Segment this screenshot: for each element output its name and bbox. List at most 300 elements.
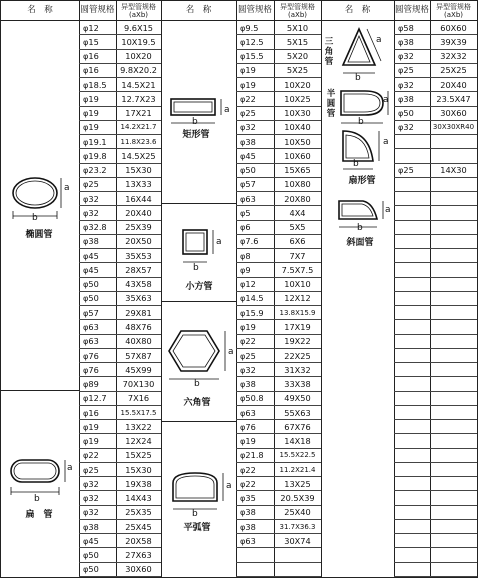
special-spec-value: 22X25 xyxy=(284,350,311,361)
special-spec-value: 6X6 xyxy=(289,236,306,247)
round-spec-cell xyxy=(79,64,116,78)
round-spec-cell xyxy=(394,135,430,149)
header-special-2-line1: 异型管规格 xyxy=(280,2,315,11)
round-spec-value: φ45 xyxy=(83,264,99,275)
round-spec-value: φ15.9 xyxy=(240,307,264,318)
special-spec-cell xyxy=(274,206,321,220)
special-spec-value: 10X30 xyxy=(284,108,311,119)
special-spec-value: 15X30 xyxy=(125,464,152,475)
round-spec-cell xyxy=(394,249,430,263)
special-spec-cell xyxy=(274,563,321,577)
special-spec-cell xyxy=(116,420,161,434)
round-spec-cell xyxy=(79,149,116,163)
special-spec-value: 11.8X23.6 xyxy=(120,137,157,146)
special-spec-value: 13X33 xyxy=(125,179,152,190)
special-spec-value: 33X38 xyxy=(284,379,311,390)
special-spec-cell xyxy=(116,92,161,106)
special-spec-cell xyxy=(116,221,161,235)
special-spec-value: 30X30XR40 xyxy=(432,123,475,132)
round-spec-cell xyxy=(394,349,430,363)
special-spec-cell xyxy=(274,192,321,206)
round-spec-cell xyxy=(236,449,274,463)
special-spec-cell xyxy=(274,463,321,477)
round-spec-cell xyxy=(79,263,116,277)
round-spec-cell xyxy=(79,534,116,548)
special-spec-value: 39X39 xyxy=(440,36,467,47)
special-spec-cell xyxy=(430,149,477,163)
round-spec-value: φ32 xyxy=(83,478,99,489)
round-spec-cell xyxy=(394,306,430,320)
special-spec-cell xyxy=(430,206,477,220)
round-spec-cell xyxy=(79,320,116,334)
special-spec-value: 10X10 xyxy=(284,279,311,290)
round-spec-value: φ8 xyxy=(240,250,251,261)
special-spec-cell xyxy=(116,349,161,363)
special-spec-cell xyxy=(116,477,161,491)
round-spec-cell xyxy=(79,78,116,92)
round-spec-cell xyxy=(394,520,430,534)
special-spec-cell xyxy=(430,377,477,391)
round-spec-value: φ32 xyxy=(83,193,99,204)
round-spec-cell xyxy=(236,506,274,520)
special-spec-value: 10X60 xyxy=(284,150,311,161)
round-spec-cell xyxy=(79,235,116,249)
round-spec-cell xyxy=(236,206,274,220)
special-spec-cell xyxy=(116,506,161,520)
round-spec-value: φ38 xyxy=(83,236,99,247)
round-spec-cell xyxy=(79,107,116,121)
round-spec-value: φ25 xyxy=(240,350,256,361)
round-spec-value: φ63 xyxy=(83,322,99,332)
round-spec-value: φ15.5 xyxy=(240,51,264,62)
round-spec-value: φ76 xyxy=(83,364,99,375)
special-spec-value: 14X18 xyxy=(284,436,311,447)
special-spec-cell xyxy=(116,135,161,149)
round-spec-value: φ57 xyxy=(240,179,256,190)
round-spec-cell xyxy=(394,506,430,520)
special-spec-value: 14.5X25 xyxy=(121,150,156,161)
special-spec-value: 7X7 xyxy=(289,250,306,261)
round-spec-value: φ19 xyxy=(240,79,256,90)
round-spec-cell xyxy=(79,406,116,420)
special-spec-value: 7.5X7.5 xyxy=(281,264,314,275)
special-spec-value: 17X19 xyxy=(284,322,311,332)
special-spec-value: 27X63 xyxy=(125,550,152,561)
special-spec-value: 7X16 xyxy=(127,393,150,404)
round-spec-cell xyxy=(236,149,274,163)
half-round-tube-diagram xyxy=(337,85,393,129)
round-spec-value: φ32 xyxy=(398,79,414,90)
special-spec-value: 10X25 xyxy=(284,93,311,104)
header-special-1-line2: (aXb) xyxy=(129,10,148,19)
round-spec-cell xyxy=(394,420,430,434)
special-spec-cell xyxy=(430,420,477,434)
round-spec-value: φ45 xyxy=(83,250,99,261)
round-spec-cell xyxy=(79,434,116,448)
round-spec-cell xyxy=(394,292,430,306)
round-spec-value: φ18.5 xyxy=(83,79,107,90)
special-spec-value: 12X12 xyxy=(284,293,311,304)
special-spec-cell xyxy=(274,548,321,562)
round-spec-cell xyxy=(394,164,430,178)
round-spec-cell xyxy=(79,477,116,491)
special-spec-cell xyxy=(430,192,477,206)
round-spec-cell xyxy=(236,434,274,448)
round-spec-cell xyxy=(79,35,116,49)
half-round-tube-label: 半圆管 xyxy=(326,89,336,119)
special-spec-value: 5X15 xyxy=(286,36,309,47)
round-spec-cell xyxy=(394,92,430,106)
special-spec-value: 60X60 xyxy=(440,22,467,33)
round-spec-cell xyxy=(236,249,274,263)
special-spec-cell xyxy=(116,149,161,163)
special-spec-cell xyxy=(116,263,161,277)
round-spec-value: φ57 xyxy=(83,307,99,318)
round-spec-value: φ22 xyxy=(240,93,256,104)
round-spec-value: φ25 xyxy=(398,65,414,76)
special-spec-value: 30X60 xyxy=(125,564,152,575)
special-spec-cell xyxy=(274,92,321,106)
round-spec-cell xyxy=(79,377,116,391)
special-spec-value: 25X40 xyxy=(284,507,311,518)
special-spec-value: 16X44 xyxy=(125,193,152,204)
header-name-2: 名 称 xyxy=(161,1,236,21)
round-spec-cell xyxy=(236,121,274,135)
special-spec-cell xyxy=(274,50,321,64)
round-spec-cell xyxy=(79,463,116,477)
round-spec-value: φ63 xyxy=(240,407,256,418)
special-spec-cell xyxy=(430,506,477,520)
round-spec-value: φ22 xyxy=(240,336,256,347)
special-spec-cell xyxy=(430,463,477,477)
round-spec-value: φ38 xyxy=(83,521,99,532)
round-spec-value: φ21.8 xyxy=(240,450,264,461)
special-spec-value: 13.8X15.9 xyxy=(279,308,316,317)
special-spec-cell xyxy=(430,363,477,377)
round-spec-cell xyxy=(79,520,116,534)
special-spec-value: 35X63 xyxy=(125,293,152,304)
special-spec-value: 14X43 xyxy=(125,493,152,504)
triangle-tube-label: 三角管 xyxy=(324,37,334,67)
special-spec-cell xyxy=(430,263,477,277)
header-special-2 xyxy=(274,1,321,21)
round-spec-cell xyxy=(394,121,430,135)
round-spec-cell xyxy=(236,520,274,534)
round-spec-cell xyxy=(236,135,274,149)
special-spec-cell xyxy=(116,563,161,577)
round-spec-cell xyxy=(236,278,274,292)
round-spec-value: φ45 xyxy=(240,150,256,161)
header-special-1 xyxy=(116,1,161,21)
special-spec-cell xyxy=(274,249,321,263)
special-spec-cell xyxy=(274,235,321,249)
special-spec-value: 9.8X20.2 xyxy=(120,65,157,76)
round-spec-value: φ16 xyxy=(83,65,99,76)
special-spec-value: 20X40 xyxy=(125,207,152,218)
special-spec-cell xyxy=(116,491,161,505)
special-spec-cell xyxy=(116,35,161,49)
round-spec-cell xyxy=(79,335,116,349)
special-spec-value: 20X58 xyxy=(125,535,152,546)
special-spec-cell xyxy=(116,192,161,206)
special-spec-cell xyxy=(274,221,321,235)
special-spec-cell xyxy=(430,135,477,149)
special-spec-value: 30X60 xyxy=(440,108,467,119)
round-spec-cell xyxy=(236,477,274,491)
round-spec-value: φ32 xyxy=(240,122,256,133)
special-spec-value: 5X10 xyxy=(286,22,309,33)
round-spec-cell xyxy=(236,35,274,49)
round-spec-value: φ63 xyxy=(83,336,99,347)
hexagon-tube-label: 六角管 xyxy=(183,398,211,408)
special-spec-cell xyxy=(274,149,321,163)
special-spec-value: 5X25 xyxy=(286,65,309,76)
round-spec-value: φ19 xyxy=(83,122,99,133)
rect-dim-b: b xyxy=(192,117,198,127)
round-spec-value: φ12 xyxy=(83,22,99,33)
round-spec-cell xyxy=(236,349,274,363)
half-round-dim-a: a xyxy=(383,95,389,105)
special-spec-value: 14.5X21 xyxy=(121,79,156,90)
round-spec-value: φ19.8 xyxy=(83,150,107,161)
round-spec-cell xyxy=(394,434,430,448)
special-spec-cell xyxy=(274,449,321,463)
round-spec-cell xyxy=(236,192,274,206)
special-spec-cell xyxy=(116,406,161,420)
special-spec-value: 15.5X22.5 xyxy=(279,451,316,460)
sector-tube-label: 扇形管 xyxy=(348,176,376,186)
header-name-1: 名 称 xyxy=(1,1,79,21)
special-spec-value: 25X45 xyxy=(125,521,152,532)
sector-dim-b: b xyxy=(353,159,359,169)
special-spec-cell xyxy=(116,534,161,548)
special-spec-value: 40X80 xyxy=(125,336,152,347)
round-spec-value: φ63 xyxy=(240,535,256,546)
round-spec-cell xyxy=(79,392,116,406)
special-spec-value: 20X50 xyxy=(125,236,152,247)
round-spec-value: φ50 xyxy=(83,293,99,304)
round-spec-cell xyxy=(394,21,430,35)
special-spec-value: 4X4 xyxy=(289,207,306,218)
round-spec-cell xyxy=(79,491,116,505)
special-spec-value: 32X32 xyxy=(440,51,467,62)
special-spec-cell xyxy=(274,292,321,306)
round-spec-cell xyxy=(79,221,116,235)
special-spec-cell xyxy=(116,64,161,78)
round-spec-value: φ50 xyxy=(240,165,256,176)
special-spec-cell xyxy=(116,377,161,391)
rect-dim-a: a xyxy=(224,105,230,115)
round-spec-cell xyxy=(236,534,274,548)
special-spec-value: 10X20 xyxy=(284,79,311,90)
special-spec-cell xyxy=(274,135,321,149)
round-spec-cell xyxy=(236,221,274,235)
special-spec-cell xyxy=(116,335,161,349)
round-spec-value: φ38 xyxy=(240,136,256,147)
header-special-1-line1: 异型管规格 xyxy=(121,2,156,11)
round-spec-value: φ19 xyxy=(83,421,99,432)
special-spec-cell xyxy=(430,320,477,334)
header-special-2-line2: (aXb) xyxy=(288,10,307,19)
special-spec-cell xyxy=(116,206,161,220)
special-spec-value: 9.6X15 xyxy=(123,22,154,33)
special-spec-cell xyxy=(274,35,321,49)
round-spec-value: φ16 xyxy=(83,407,99,418)
round-spec-cell xyxy=(79,21,116,35)
special-spec-cell xyxy=(274,320,321,334)
round-spec-value: φ25 xyxy=(83,179,99,190)
special-spec-value: 17X21 xyxy=(125,108,152,119)
special-spec-value: 31X32 xyxy=(284,364,311,375)
round-spec-cell xyxy=(79,92,116,106)
round-spec-cell xyxy=(79,278,116,292)
square-dim-b: b xyxy=(193,263,199,273)
half-round-dim-b: b xyxy=(358,117,364,127)
round-spec-value: φ16 xyxy=(83,51,99,62)
triangle-dim-b: b xyxy=(355,73,361,83)
special-spec-value: 25X25 xyxy=(440,65,467,76)
special-spec-cell xyxy=(430,292,477,306)
round-spec-value: φ50 xyxy=(83,564,99,575)
special-spec-value: 12.7X23 xyxy=(121,93,156,104)
special-spec-cell xyxy=(430,477,477,491)
round-spec-cell xyxy=(394,78,430,92)
round-spec-value: φ38 xyxy=(398,36,414,47)
special-spec-value: 30X74 xyxy=(284,535,311,546)
special-spec-cell xyxy=(116,363,161,377)
round-spec-cell xyxy=(394,392,430,406)
round-spec-value: φ25 xyxy=(398,165,414,176)
round-spec-value: φ19 xyxy=(83,93,99,104)
special-spec-value: 15.5X17.5 xyxy=(120,408,157,417)
round-spec-cell xyxy=(394,35,430,49)
round-spec-cell xyxy=(394,206,430,220)
bevel-tube-diagram xyxy=(335,197,391,237)
round-spec-value: φ22 xyxy=(83,450,99,461)
round-spec-value: φ19 xyxy=(240,436,256,447)
special-spec-cell xyxy=(274,491,321,505)
special-spec-cell xyxy=(274,107,321,121)
round-spec-value: φ76 xyxy=(83,350,99,361)
special-spec-cell xyxy=(430,21,477,35)
bevel-tube-label: 斜面管 xyxy=(346,238,374,248)
hexagon-dim-a: a xyxy=(228,347,234,357)
special-spec-cell xyxy=(430,306,477,320)
flat-arc-dim-a: a xyxy=(226,481,232,491)
ellipse-dim-a: a xyxy=(64,183,70,193)
header-special-3 xyxy=(430,1,477,21)
round-spec-cell xyxy=(236,420,274,434)
round-spec-value: φ32.8 xyxy=(83,222,107,233)
bevel-dim-a: a xyxy=(385,205,391,215)
special-spec-value: 10X80 xyxy=(284,179,311,190)
special-spec-cell xyxy=(430,221,477,235)
special-spec-value: 25X35 xyxy=(125,507,152,518)
special-spec-cell xyxy=(430,35,477,49)
special-spec-value: 19X38 xyxy=(125,478,152,489)
header-name-3: 名 称 xyxy=(321,1,394,21)
special-spec-cell xyxy=(116,107,161,121)
round-spec-cell xyxy=(394,50,430,64)
round-spec-cell xyxy=(79,50,116,64)
special-spec-cell xyxy=(430,249,477,263)
special-spec-cell xyxy=(116,548,161,562)
round-spec-value: φ32 xyxy=(83,207,99,218)
flat-dim-b: b xyxy=(34,494,40,504)
special-spec-cell xyxy=(116,434,161,448)
round-spec-value: φ32 xyxy=(83,493,99,504)
special-spec-cell xyxy=(274,164,321,178)
round-spec-cell xyxy=(236,463,274,477)
round-spec-cell xyxy=(236,178,274,192)
round-spec-cell xyxy=(236,21,274,35)
round-spec-cell xyxy=(236,563,274,577)
ellipse-tube-label: 椭圆管 xyxy=(25,230,53,240)
round-spec-value: φ38 xyxy=(240,379,256,390)
round-spec-cell xyxy=(236,363,274,377)
round-spec-cell xyxy=(394,335,430,349)
round-spec-value: φ38 xyxy=(240,521,256,532)
hexagon-dim-b: b xyxy=(194,379,200,389)
round-spec-cell xyxy=(394,64,430,78)
round-spec-cell xyxy=(394,463,430,477)
special-spec-value: 20X80 xyxy=(284,193,311,204)
special-spec-cell xyxy=(430,520,477,534)
round-spec-value: φ45 xyxy=(83,535,99,546)
header-round-1: 圆管规格 xyxy=(79,1,116,21)
special-spec-value: 14.2X21.7 xyxy=(120,123,157,132)
round-spec-cell xyxy=(394,149,430,163)
special-spec-cell xyxy=(274,178,321,192)
header-special-3-line1: 异型管规格 xyxy=(436,2,471,11)
special-spec-value: 23.5X47 xyxy=(436,93,471,104)
round-spec-value: φ7.6 xyxy=(240,236,259,247)
special-spec-value: 43X58 xyxy=(125,279,152,290)
special-spec-cell xyxy=(274,363,321,377)
round-spec-value: φ22 xyxy=(240,478,256,489)
special-spec-cell xyxy=(430,92,477,106)
special-spec-cell xyxy=(430,235,477,249)
round-spec-cell xyxy=(394,377,430,391)
hexagon-tube-diagram xyxy=(167,327,237,387)
round-spec-cell xyxy=(394,107,430,121)
special-spec-value: 15X30 xyxy=(125,165,152,176)
special-spec-cell xyxy=(430,64,477,78)
round-spec-cell xyxy=(236,292,274,306)
round-spec-cell xyxy=(236,392,274,406)
header-round-3: 圆管规格 xyxy=(394,1,430,21)
ellipse-dim-b: b xyxy=(32,213,38,223)
special-spec-cell xyxy=(116,235,161,249)
special-spec-value: 49X50 xyxy=(284,393,311,404)
special-spec-cell xyxy=(274,392,321,406)
sector-dim-a: a xyxy=(383,137,389,147)
round-spec-value: φ25 xyxy=(83,464,99,475)
special-spec-cell xyxy=(430,335,477,349)
triangle-tube-diagram xyxy=(341,25,391,81)
round-spec-value: φ50.8 xyxy=(240,393,264,404)
round-spec-cell xyxy=(394,406,430,420)
special-spec-cell xyxy=(430,349,477,363)
round-spec-cell xyxy=(79,363,116,377)
round-spec-cell xyxy=(79,292,116,306)
special-spec-value: 10X50 xyxy=(284,136,311,147)
special-spec-value: 29X81 xyxy=(125,307,152,318)
special-spec-cell xyxy=(430,178,477,192)
special-spec-cell xyxy=(116,121,161,135)
round-spec-cell xyxy=(394,192,430,206)
round-spec-cell xyxy=(79,563,116,577)
